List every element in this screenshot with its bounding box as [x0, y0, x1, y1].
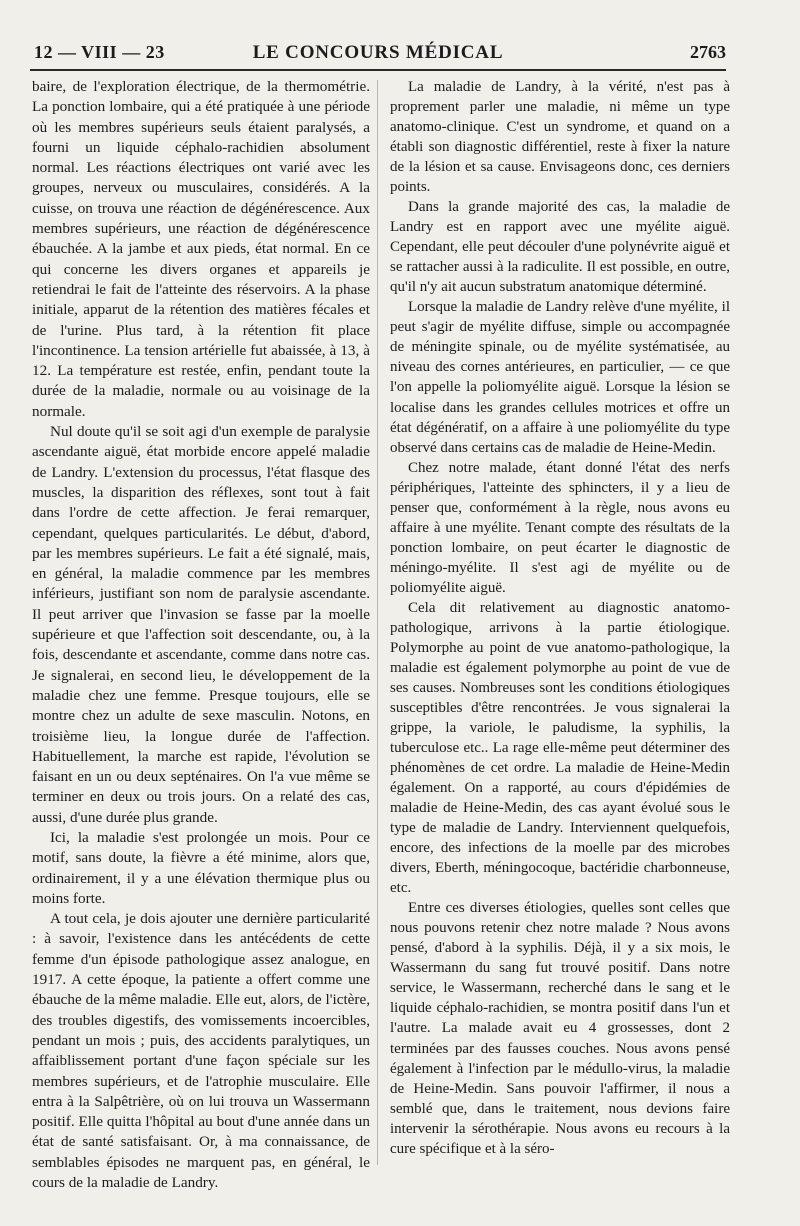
paragraph: Lorsque la maladie de Landry relève d'une myélite, il peut s'agir de myélite diffuse, simple ou accompagnée de méningite spinale, ou de myélite systématisée, au niveau des cornes antérieures, en particulier, — ce que l'on appelle la poliomyélite aiguë. Lorsque la lésion se localise dans les grandes cellules motrices et offre un état dégénératif, on a affaire à une poliomyélite du type observé dans certains cas de maladie de Heine-Medin.: [390, 299, 730, 456]
paragraph: baire, de l'exploration électrique, de la thermométrie. La ponction lombaire, qui a été pratiquée à une période où les membres supérieurs seuls étaient paralysés, a fourni un liquide céphalo-rachidien absolument normal. Les réactions électriques ont varié avec les groupes, nerveux ou musculaires, considérés. A la cuisse, on trouva une réaction de dégénérescence. Aux membres supérieurs, une réaction de dégénérescence ébauchée. A la jambe et aux pieds, état normal. En ce qui concerne les divers organes et appareils je retiendrai le fait de l'atteinte des réservoirs. A la phase initiale, apparut de la rétention des matières fécales et de l'urine. Plus tard, à la rétention fit place l'incontinence. La tension artérielle fut abaissée, à 13, à 12. La température est restée, enfin, pendant toute la durée de la maladie, normale ou au voisinage de la normale.: [32, 78, 370, 420]
paragraph: Dans la grande majorité des cas, la maladie de Landry est en rapport avec une myélite aiguë. Cependant, elle peut découler d'une polynévrite aiguë et se rattacher aussi à la radiculite. Il est possible, en outre, qu'il n'y ait aucun substratum anatomique déterminé.: [390, 199, 730, 296]
left-column: [32, 77, 370, 1193]
paragraph: Nul doute qu'il se soit agi d'un exemple de paralysie ascendante aiguë, état morbide encore appelé maladie de Landry. L'extension du processus, l'état flasque des muscles, la disparition des réflexes, sont tout à fait dans l'ordre de cette affection. Je ferai remarquer, cependant, quelques particularités. Le début, d'abord, par les membres supérieurs. Le fait a été signalé, mais, en général, la maladie commence par les membres inférieurs, justifiant son nom de paralysie ascendante. Il peut arriver que l'invasion se fasse par la moelle supérieure et que l'affection soit descendante, ou, à la fois, descendante et ascendante, comme dans notre cas. Je signalerai, en second lieu, le développement de la maladie chez une femme. Presque toujours, elle se montre chez un adulte de sexe masculin. Notons, en troisième lieu, la longue durée de l'affection. Habituellement, la marche est rapide, l'évolution se faisant en un ou deux septénaires. On l'a vue même se terminer en deux ou trois jours. On a relaté des cas, aussi, d'une durée plus grande.: [32, 423, 370, 826]
column-divider: [377, 80, 378, 1165]
right-column: [390, 77, 730, 1159]
paragraph: Ici, la maladie s'est prolongée un mois. Pour ce motif, sans doute, la fièvre a été minime, alors que, ordinairement, il y a une élévation thermique plus ou moins forte.: [32, 828, 370, 907]
header-rule: [30, 69, 726, 71]
paragraph: Entre ces diverses étiologies, quelles sont celles que nous pouvons retenir chez notre malade ? Nous avons pensé, d'abord à la syphilis. Déjà, il y a six mois, le Wassermann du sang fut trouvé positif. Dans notre service, le Wassermann, recherché dans le sang et le liquide céphalo-rachidien, se montra positif dans l'un et l'autre. La malade avait eu 4 grossesses, dont 2 terminées par des fausses couches. Nous avons pensé également à l'infection par le médullo-virus, la maladie de Heine-Medin. Sans pouvoir l'affirmer, il nous a semblé que, dans le traitement, nous devions faire intervenir la sérothérapie. Nous avons eu recours à la cure spécifique et à la séro-: [390, 900, 730, 1157]
journal-title: LE CONCOURS MÉDICAL: [252, 42, 504, 63]
paragraph: Chez notre malade, étant donné l'état des nerfs périphériques, l'atteinte des sphincters, il y a lieu de penser que, conformément à la règle, nous avons eu affaire à une myélite. Tenant compte des résultats de la ponction lombaire, on peut écarter le diagnostic de méningo-myélite. Il s'est agi de myélite ou de poliomyélite aiguë.: [390, 459, 730, 596]
page-number: 2763: [690, 42, 726, 62]
header-date: 12 — VIII — 23: [34, 42, 165, 62]
paragraph: La maladie de Landry, à la vérité, n'est pas à proprement parler une maladie, ni même un type anatomo-clinique. C'est un syndrome, et quand on a établi son diagnostic différentiel, reste à fixer la nature de la lésion et sa cause. Envisageons donc, ces derniers points.: [390, 79, 730, 196]
page-header: [30, 42, 726, 68]
paragraph: Cela dit relativement au diagnostic anatomo-pathologique, arrivons à la partie étiologique. Polymorphe au point de vue anatomo-pathologique, la maladie est également polymorphe au point de vue de ses causes. Nombreuses sont les conditions étiologiques susceptibles d'être rencontrées. Je vous signalerai la grippe, la variole, le paludisme, la syphilis, la tuberculose etc.. La rage elle-même peut déterminer des phénomènes de cet ordre. La maladie de Heine-Medin également. On a rapporté, au cours d'épidémies de maladie de Heine-Medin, des cas ayant évolué sous le type de maladie de Landry. Interviennent quelquefois, encore, des infections de la moelle par des microbes divers, Eberth, méningocoque, bactéridie charbonneuse, etc.: [390, 599, 730, 897]
paragraph: A tout cela, je dois ajouter une dernière particularité : à savoir, l'existence dans les antécédents de cette femme d'un épisode pathologique assez analogue, en 1917. A cette époque, la patiente a offert comme une ébauche de la même maladie. Elle eut, alors, de l'ictère, des troubles digestifs, des vomissements incoercibles, pendant un mois ; puis, des accidents paralytiques, un affaiblissement portant d'une façon spéciale sur les membres supérieurs, et de l'atrophie musculaire. Elle entra à la Salpêtrière, où on lui trouva un Wassermann positif. Elle quitta l'hôpital au bout d'une année dans un état de santé satisfaisant. Or, à ma connaissance, de semblables épisodes ne marquent pas, en général, le cours de la maladie de Landry.: [32, 910, 370, 1192]
